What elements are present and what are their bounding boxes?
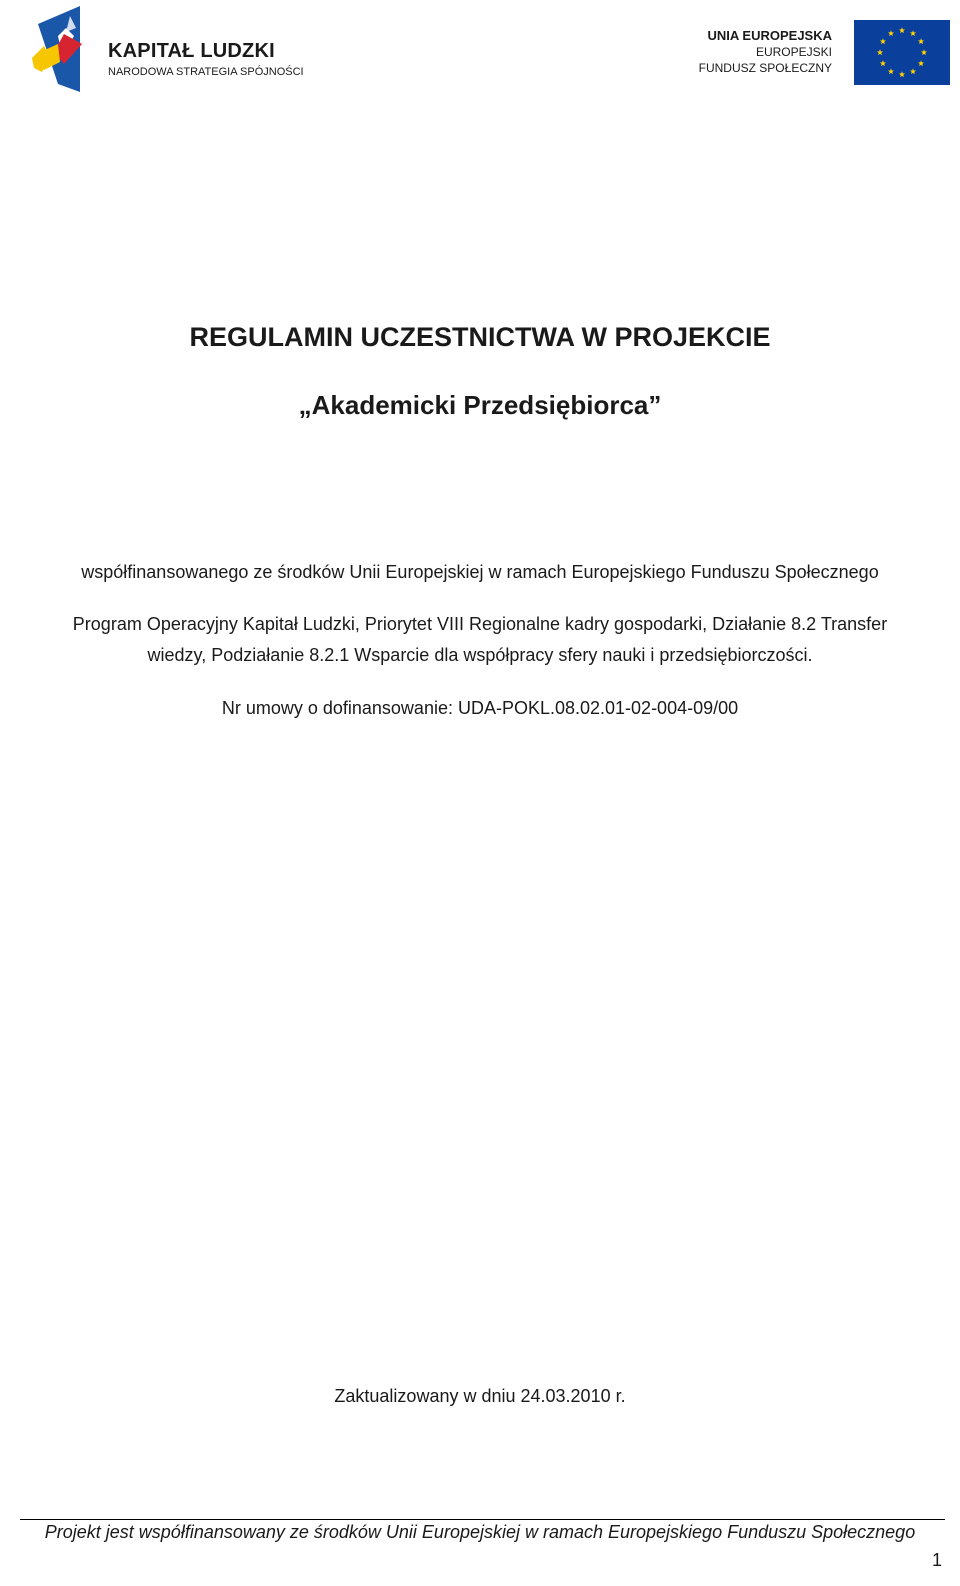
eu-logo-line2: EUROPEJSKI bbox=[755, 45, 832, 59]
footer-text: Projekt jest współfinansowany ze środków Unii Europejskiej w ramach Europejskiego Funduszu Społecznego bbox=[44, 1522, 916, 1542]
kapital-ludzki-logo bbox=[30, 6, 310, 96]
kapital-ludzki-emblem-icon bbox=[30, 6, 90, 96]
eu-flag-icon bbox=[854, 20, 950, 85]
kapital-ludzki-subtitle: NARODOWA STRATEGIA SPÓJNOŚCI bbox=[108, 66, 304, 78]
kapital-ludzki-title: KAPITAŁ LUDZKI bbox=[108, 40, 275, 62]
eu-logo-line1: UNIA EUROPEJSKA bbox=[707, 28, 832, 43]
updated-date: Zaktualizowany w dniu 24.03.2010 r. bbox=[334, 1386, 626, 1406]
document-title: REGULAMIN UCZESTNICTWA W PROJEKCIE bbox=[189, 322, 771, 352]
contract-number: Nr umowy o dofinansowanie: UDA-POKL.08.02.01-02-004-09/00 bbox=[221, 698, 739, 718]
eu-logo-line3: FUNDUSZ SPOŁECZNY bbox=[698, 61, 832, 75]
page-number: 1 bbox=[932, 1550, 943, 1570]
program-text-line1: Program Operacyjny Kapitał Ludzki, Priorytet VIII Regionalne kadry gospodarki, Działanie 8.2 Transfer bbox=[72, 614, 888, 634]
cofinancing-text: współfinansowanego ze środków Unii Europejskiej w ramach Europejskiego Funduszu Społecznego bbox=[81, 562, 879, 582]
eu-logo-text bbox=[699, 28, 832, 76]
project-name: „Akademicki Przedsiębiorca” bbox=[298, 390, 662, 420]
program-text-line2: wiedzy, Podziałanie 8.2.1 Wsparcie dla współpracy sfery nauki i przedsiębiorczości. bbox=[147, 645, 813, 665]
eu-efs-logo bbox=[700, 20, 950, 90]
footer-divider bbox=[20, 1519, 945, 1520]
